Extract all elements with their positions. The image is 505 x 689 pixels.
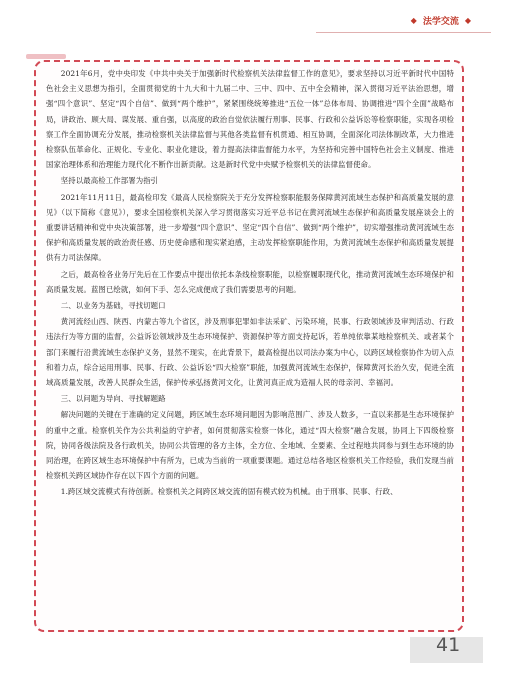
frame-corner-accent <box>26 54 66 59</box>
header-rule <box>316 32 491 33</box>
paragraph: 黄河流经山西、陕西、内蒙古等九个省区，涉及刑事犯罪如非法采矿、污染环境，民事、行政领域涉及审判活动、行政违法行为等方面的监督，公益诉讼领域涉及生态环境保护、资源保护等方面支持起诉，若单纯依靠某地检察机关、或者某个部门来履行沿黄流域生态保护义务，显然不现实，在此背景下，最高检提出以司法办案为中心，以跨区域检察协作为切入点和着力点，综合运用刑事、民事、行政、公益诉讼“四大检察”职能，加强黄河流域生态保护，保障黄河长治久安，促进全流域高质量发展，改善人民群众生活，保护传承弘扬黄河文化，让黄河真正成为造福人民的母亲河、幸福河。 <box>46 317 454 388</box>
diamond-left-icon: ◆ <box>410 15 417 25</box>
paragraph: 2021年11月11日，最高检印发《最高人民检察院关于充分发挥检察职能服务保障黄河流域生态保护和高质量发展的意见》（以下简称《意见》），要求全国检察机关深入学习贯彻落实习近平总书记在黄河流域生态保护和高质量发展座谈会上的重要讲话精神和党中央决策部署，进一步增强“四个意识”、坚定“四个自信”、做到“两个维护”，切实增强推动黄河流域生态保护和高质量发展的政治责任感、历史使命感和现实紧迫感，主动发挥检察职能作用，为黄河流域生态保护和高质量发展提供有力司法保障。 <box>46 192 454 263</box>
article-body <box>46 66 454 501</box>
section-heading: 二、以业务为基础，寻找切题口 <box>60 301 166 311</box>
paragraph: 1.跨区域交流模式有待创新。检察机关之间跨区域交流的固有模式较为机械。由于刑事、民事、行政、 <box>60 487 398 497</box>
paragraph: 解决问题的关键在于准确的定义问题，跨区域生态环境问题因为影响范围广、涉及人数多，一直以来都是生态环境保护的重中之重。检察机关作为公共利益的守护者，如何贯彻落实检察一体化，通过“四大检察”融合发展，协同上下四级检察院，协同各级法院及各行政机关，协同公共管理的各方主体，全方位、全地域、全要素、全过程地共同参与到生态环境的协同治理，在跨区域生态环境保护中有所为，已成为当前的一项重要课题。通过总结各地区检察机关工作经验，我们发现当前检察机关跨区域协作存在以下四个方面的问题。 <box>46 410 454 481</box>
page-number: 41 <box>436 634 461 656</box>
paragraph: 2021年6月，党中央印发《中共中央关于加强新时代检察机关法律监督工作的意见》，要求坚持以习近平新时代中国特色社会主义思想为指引，全面贯彻党的十九大和十九届二中、三中、四中、五中全会精神，深入贯彻习近平法治思想，增强“四个意识”、坚定“四个自信”、做到“两个维护”，紧紧围绕统筹推进“五位一体”总体布局、协调推进“四个全面”战略布局，讲政治、顾大局、谋发展、重自强，以高度的政治自觉依法履行刑事、民事、行政和公益诉讼等检察职能，实现各项检察工作全面协调充分发展，推动检察机关法律监督与其他各类监督有机贯通、相互协调，全面深化司法体制改革，大力推进检察队伍革命化、正规化、专业化、职业化建设，着力提高法律监督能力水平，为坚持和完善中国特色社会主义制度、推进国家治理体系和治理能力现代化不断作出新贡献。这是新时代党中央赋予检察机关的法律监督使命。 <box>46 69 454 170</box>
section-header <box>411 12 471 28</box>
diamond-right-icon: ◆ <box>464 15 471 25</box>
paragraph: 之后，最高检各业务厅先后在工作要点中提出依托本条线检察职能，以检察履职现代化，推动黄河流域生态环境保护和高质量发展。蓝图已绘就，如何下手、怎么完成便成了我们需要思考的问题。 <box>46 269 454 294</box>
section-heading: 三、以问题为导向、寻找解题路 <box>60 394 166 404</box>
section-heading: 坚持以最高检工作部署为指引 <box>60 176 159 186</box>
section-title: 法学交流 <box>422 16 459 27</box>
